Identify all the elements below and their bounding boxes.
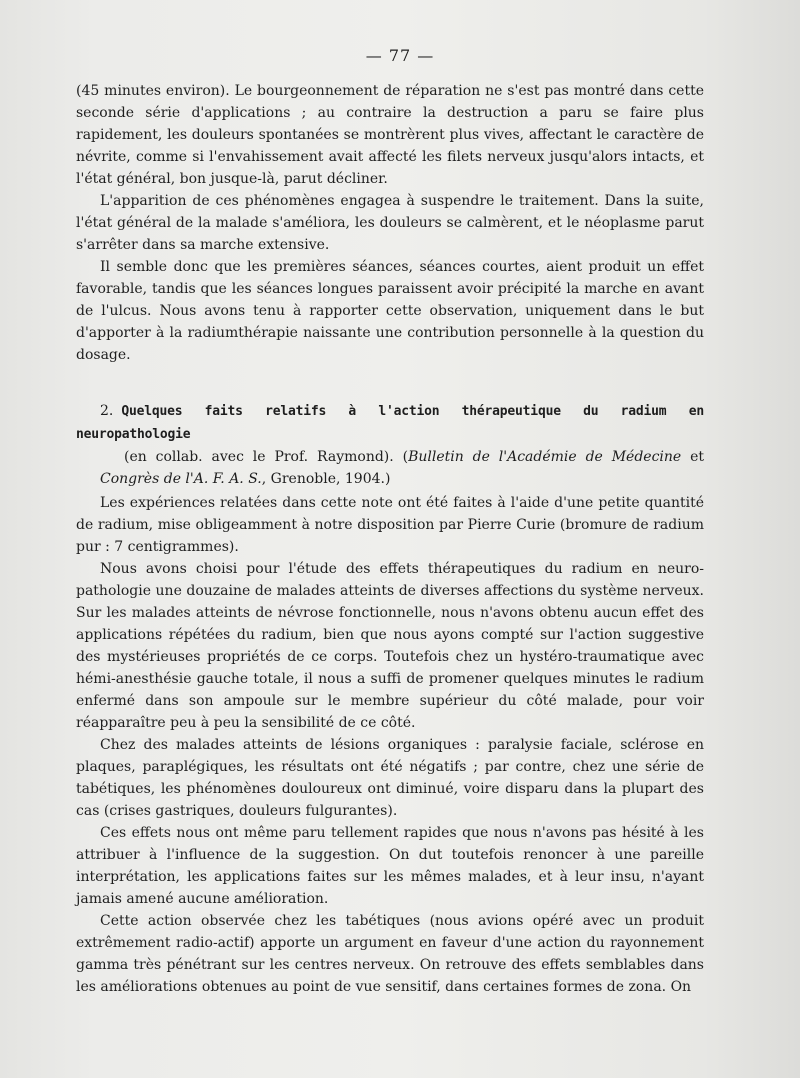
section-title: Quelques faits relatifs à l'action thérapeutique du radium en neuropathologie <box>76 404 704 442</box>
section-heading <box>76 400 704 490</box>
paragraph: Ces effets nous ont même paru tellement rapides que nous n'avons pas hésité à les attribuer à l'influence de la suggestion. On dut toutefois renoncer à une pareille interprétation, les applications faites sur les mêmes malades, et à leur insu, n'ayant jamais amené aucune amélioration. <box>76 825 704 907</box>
text-block-top <box>76 80 704 366</box>
section-heading-block <box>76 400 704 490</box>
citation-journal-2: Congrès de l'A. F. A. S. <box>100 471 262 487</box>
citation-and: et <box>681 449 704 465</box>
paragraph: Les expériences relatées dans cette note ont été faites à l'aide d'une petite quantité de radium, mise obligeamment à notre disposition par Pierre Curie (bromure de radium pur : 7 centigrammes). <box>76 495 704 555</box>
paragraph: L'apparition de ces phénomènes engagea à suspendre le traitement. Dans la suite, l'état général de la malade s'améliora, les douleurs se calmèrent, et le néoplasme parut s'arrêter dans sa marche extensive. <box>76 193 704 253</box>
section-number: 2. <box>100 403 114 419</box>
section-citation <box>76 446 704 490</box>
paragraph: Chez des malades atteints de lésions organiques : paralysie faciale, sclérose en plaques, paraplégiques, les résultats ont été négatifs ; par contre, chez une série de tabétiques, les phénomènes douloureux ont diminué, voire disparu dans la plupart des cas (crises gastriques, douleurs fulgurantes). <box>76 737 704 819</box>
paragraph: (45 minutes environ). Le bourgeonnement de réparation ne s'est pas montré dans cette seconde série d'applications ; au contraire la destruction a paru se faire plus rapidement, les douleurs spontanées se montrèrent plus vives, affectant le caractère de névrite, comme si l'envahissement avait affecté les filets nerveux jusqu'alors intacts, et l'état général, bon jusque-là, parut décliner. <box>76 83 704 187</box>
citation-collab: (en collab. avec le Prof. Raymond). ( <box>124 449 409 465</box>
text-block-body <box>76 492 704 998</box>
paragraph: Il semble donc que les premières séances, séances courtes, aient produit un effet favorable, tandis que les séances longues paraissent avoir précipité la marche en avant de l'ulcus. Nous avons tenu à rapporter cette observation, uniquement dans le but d'apporter à la radiumthérapie naissante une contribution personnelle à la question du dosage. <box>76 259 704 363</box>
page-number: — 77 — <box>365 46 435 65</box>
citation-journal-1: Bulletin de l'Académie de Médecine <box>408 449 682 465</box>
paragraph: Nous avons choisi pour l'étude des effets thérapeutiques du radium en neuro-pathologie une douzaine de malades atteints de diverses affections du système nerveux. Sur les malades atteints de névrose fonctionnelle, nous n'avons obtenu aucun effet des applications répétées du radium, bien que nous ayons compté sur l'action suggestive des mystérieuses propriétés de ce corps. Toutefois chez un hystéro-traumatique avec hémi-anesthésie gauche totale, il nous a suffi de promener quelques minutes le radium enfermé dans son ampoule sur le membre supérieur du côté malade, pour voir réapparaître peu à peu la sensibilité de ce côté. <box>76 561 704 731</box>
paragraph: Cette action observée chez les tabétiques (nous avions opéré avec un produit extrêmement radio-actif) apporte un argument en faveur d'une action du rayonnement gamma très pénétrant sur les centres nerveux. On retrouve des effets semblables dans les améliorations obtenues au point de vue sensitif, dans certaines formes de zona. On <box>76 913 704 995</box>
citation-place: , Grenoble, 1904.) <box>261 471 391 487</box>
